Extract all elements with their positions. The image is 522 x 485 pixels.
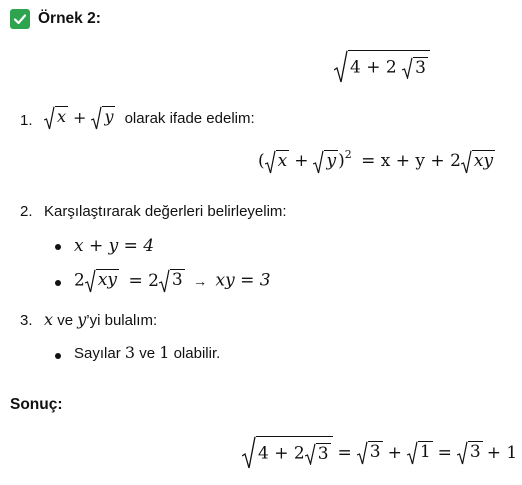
sqrt-y: y <box>102 106 115 130</box>
ve-word: ve <box>57 312 74 329</box>
radicand-text: 4 + 2 <box>350 57 397 78</box>
result-radicand: 4 + 2 <box>258 443 305 464</box>
olabilir-text: olabilir. <box>173 345 221 362</box>
plus-one: + 1 <box>486 442 518 463</box>
eq-sqrt-y: y <box>324 150 338 174</box>
step-2-text: Karşılaştırarak değerleri belirleyelim: <box>44 203 287 220</box>
bullet <box>55 353 61 359</box>
result-inner: 3 <box>317 444 329 464</box>
example-title: Örnek 2: <box>38 10 101 27</box>
bullet-2sqrtxy <box>74 269 271 293</box>
step-2-number: 2. <box>20 203 33 220</box>
step-3-line <box>44 310 157 329</box>
check-icon <box>10 9 30 29</box>
xy-equals-3: xy = 3 <box>215 270 271 291</box>
result-label: Sonuç: <box>10 396 63 413</box>
sqrt-x: x <box>55 106 68 130</box>
result-equation <box>242 436 517 470</box>
plus-sign: + <box>73 107 87 127</box>
equals-2: = 2 <box>128 270 159 291</box>
result-sqrt-3b: 3 <box>468 441 483 465</box>
step-1-number: 1. <box>20 112 33 129</box>
ve-text: ve <box>139 345 156 362</box>
eq-sqrt-x: x <box>276 150 290 174</box>
step-3-text: ’yi bulalım: <box>86 312 158 329</box>
arrow: → <box>193 272 208 289</box>
exponent: 2 <box>344 148 352 161</box>
eq-rhs: = x + y + 2 <box>361 151 461 171</box>
sqrt-3: 3 <box>170 269 185 293</box>
sayilar-text: Sayılar <box>74 345 121 362</box>
step-1-line <box>44 106 255 130</box>
coef-2: 2 <box>74 270 85 291</box>
step-3-number: 3. <box>20 312 33 329</box>
bullet-x-plus-y: x + y = 4 <box>74 236 155 256</box>
bullet <box>55 280 61 286</box>
bullet-numbers <box>74 343 220 362</box>
var-x: x <box>44 310 54 329</box>
result-sqrt-3: 3 <box>368 441 383 465</box>
plus-sign: + <box>387 442 402 463</box>
number-1: 1 <box>159 343 170 362</box>
sqrt-xy: xy <box>96 269 119 293</box>
bullet <box>55 244 61 250</box>
example-expression <box>334 50 430 84</box>
step-1-text: olarak ifade edelim: <box>124 109 255 127</box>
equals-sign: = <box>337 442 352 463</box>
result-sqrt-1: 1 <box>418 441 433 465</box>
number-3: 3 <box>124 343 136 362</box>
step-1-equation: ( x + y )$^2$ = x + y + 2 xy <box>258 148 495 174</box>
eq-sqrt-xy: xy <box>472 150 495 174</box>
var-y: y <box>77 310 87 329</box>
inner-radicand: 3 <box>415 58 426 78</box>
equals-sign: = <box>437 442 452 463</box>
